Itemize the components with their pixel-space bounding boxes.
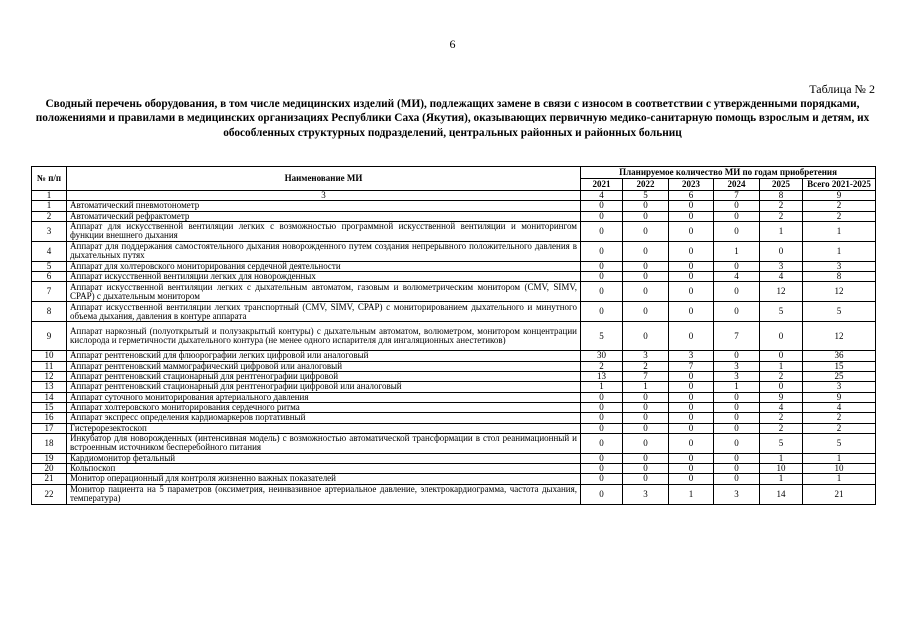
year-quantity: 1: [760, 361, 803, 371]
total-quantity: 25: [803, 372, 876, 382]
equipment-name: Аппарат для искусственной вентиляции легких с возможностью программной искусственной вентиляции и мониторингом функции внешнего дыхания: [67, 221, 581, 241]
header-year: 2025: [760, 179, 803, 191]
year-quantity: 0: [669, 433, 714, 453]
year-quantity: 3: [623, 351, 669, 361]
row-number: 21: [32, 474, 67, 484]
year-quantity: 2: [760, 211, 803, 221]
equipment-name: Кольпоскоп: [67, 464, 581, 474]
year-quantity: 0: [714, 464, 760, 474]
total-quantity: 2: [803, 413, 876, 423]
year-quantity: 0: [714, 302, 760, 322]
table-row: [32, 221, 876, 241]
table-row: [32, 302, 876, 322]
header-planned: Планируемое количество МИ по годам приобретения: [581, 167, 876, 179]
year-quantity: 0: [581, 282, 623, 302]
year-quantity: 1: [714, 241, 760, 261]
year-quantity: 0: [623, 464, 669, 474]
year-quantity: 0: [714, 221, 760, 241]
year-quantity: 0: [760, 351, 803, 361]
year-quantity: 0: [581, 423, 623, 433]
equipment-name: Инкубатор для новорожденных (интенсивная модель) с возможностью автоматической трансформации в стол реанимационный и встроенным источником бесперебойного питания: [67, 433, 581, 453]
table-row: [32, 423, 876, 433]
row-number: 19: [32, 453, 67, 463]
year-quantity: 0: [581, 464, 623, 474]
year-quantity: 4: [760, 402, 803, 412]
row-number: 2: [32, 211, 67, 221]
table-label: Таблица № 2: [809, 82, 875, 96]
year-quantity: 0: [581, 484, 623, 504]
year-quantity: 2: [760, 413, 803, 423]
row-number: 1: [32, 201, 67, 211]
year-quantity: 0: [669, 272, 714, 282]
year-quantity: 0: [669, 201, 714, 211]
year-quantity: 1: [669, 484, 714, 504]
year-quantity: 0: [714, 392, 760, 402]
year-quantity: 0: [669, 211, 714, 221]
row-number: 12: [32, 372, 67, 382]
year-quantity: 3: [623, 484, 669, 504]
year-quantity: 2: [760, 372, 803, 382]
table-row: [32, 372, 876, 382]
header-year: 2024: [714, 179, 760, 191]
year-quantity: 0: [623, 474, 669, 484]
year-quantity: 0: [623, 413, 669, 423]
equipment-table: [31, 166, 876, 505]
year-quantity: 13: [581, 372, 623, 382]
table-row: [32, 241, 876, 261]
column-number: 8: [760, 191, 803, 201]
equipment-name: Автоматический рефрактометр: [67, 211, 581, 221]
total-quantity: 9: [803, 392, 876, 402]
equipment-name: Аппарат рентгеновский для флюорографии легких цифровой или аналоговый: [67, 351, 581, 361]
year-quantity: 0: [669, 464, 714, 474]
column-number: 9: [803, 191, 876, 201]
year-quantity: 2: [623, 361, 669, 371]
year-quantity: 0: [623, 201, 669, 211]
year-quantity: 3: [760, 261, 803, 271]
year-quantity: 14: [760, 484, 803, 504]
year-quantity: 3: [669, 351, 714, 361]
total-quantity: 2: [803, 211, 876, 221]
year-quantity: 0: [669, 261, 714, 271]
table-row: [32, 453, 876, 463]
year-quantity: 0: [714, 201, 760, 211]
total-quantity: 15: [803, 361, 876, 371]
year-quantity: 5: [760, 302, 803, 322]
year-quantity: 2: [760, 423, 803, 433]
table-row: [32, 361, 876, 371]
table-row: [32, 261, 876, 271]
row-number: 10: [32, 351, 67, 361]
year-quantity: 0: [669, 372, 714, 382]
year-quantity: 9: [760, 392, 803, 402]
year-quantity: 0: [760, 241, 803, 261]
row-number: 3: [32, 221, 67, 241]
column-number: 3: [67, 191, 581, 201]
year-quantity: 0: [760, 322, 803, 351]
year-quantity: 12: [760, 282, 803, 302]
year-quantity: 0: [669, 382, 714, 392]
table-row: [32, 392, 876, 402]
equipment-name: Аппарат искусственной вентиляции легких с дыхательным автоматом, газовым и волюметрическим монитором (CMV, SIMV, CPAP) с дыхательным монитором: [67, 282, 581, 302]
equipment-name: Аппарат для поддержания самостоятельного дыхания новорожденного путем создания непрерывного положительного давления в дыхательных путях: [67, 241, 581, 261]
row-number: 13: [32, 382, 67, 392]
header-year: 2023: [669, 179, 714, 191]
year-quantity: 0: [714, 433, 760, 453]
total-quantity: 21: [803, 484, 876, 504]
header-num: № п/п: [32, 167, 67, 191]
year-quantity: 0: [581, 211, 623, 221]
equipment-name: Гистерорезектоскоп: [67, 423, 581, 433]
year-quantity: 0: [581, 392, 623, 402]
year-quantity: 0: [623, 322, 669, 351]
year-quantity: 0: [623, 423, 669, 433]
total-quantity: 10: [803, 464, 876, 474]
total-quantity: 12: [803, 282, 876, 302]
equipment-name: Аппарат рентгеновский маммографический цифровой или аналоговый: [67, 361, 581, 371]
table-row: [32, 201, 876, 211]
year-quantity: 3: [714, 361, 760, 371]
total-quantity: 1: [803, 453, 876, 463]
row-number: 6: [32, 272, 67, 282]
year-quantity: 0: [669, 474, 714, 484]
column-number: 6: [669, 191, 714, 201]
year-quantity: 0: [669, 282, 714, 302]
year-quantity: 0: [669, 423, 714, 433]
column-number: 7: [714, 191, 760, 201]
year-quantity: 0: [669, 221, 714, 241]
year-quantity: 0: [623, 433, 669, 453]
year-quantity: 1: [581, 382, 623, 392]
year-quantity: 0: [581, 272, 623, 282]
year-quantity: 0: [714, 282, 760, 302]
year-quantity: 5: [760, 433, 803, 453]
year-quantity: 0: [581, 474, 623, 484]
year-quantity: 0: [714, 453, 760, 463]
year-quantity: 7: [669, 361, 714, 371]
row-number: 9: [32, 322, 67, 351]
column-number: 1: [32, 191, 67, 201]
year-quantity: 0: [623, 272, 669, 282]
year-quantity: 1: [714, 382, 760, 392]
year-quantity: 0: [714, 413, 760, 423]
year-quantity: 0: [623, 302, 669, 322]
column-number: 4: [581, 191, 623, 201]
year-quantity: 2: [581, 361, 623, 371]
row-number: 17: [32, 423, 67, 433]
table-row: [32, 351, 876, 361]
equipment-name: Аппарат рентгеновский стационарный для рентгенографии цифровой: [67, 372, 581, 382]
equipment-name: Аппарат наркозный (полуоткрытый и полузакрытый контуры) с дыхательным автоматом, волюметром, монитором концентрации кислорода и герметичности дыхательного контура (не менее одного испарителя для ингаляционных анестетиков): [67, 322, 581, 351]
year-quantity: 0: [669, 302, 714, 322]
year-quantity: 0: [623, 241, 669, 261]
equipment-name: Монитор операционный для контроля жизненно важных показателей: [67, 474, 581, 484]
table-row: [32, 382, 876, 392]
row-number: 11: [32, 361, 67, 371]
year-quantity: 1: [760, 474, 803, 484]
header-total: Всего 2021-2025: [803, 179, 876, 191]
year-quantity: 1: [760, 453, 803, 463]
year-quantity: 0: [623, 282, 669, 302]
equipment-name: Аппарат холтеровского мониторирования сердечного ритма: [67, 402, 581, 412]
row-number: 8: [32, 302, 67, 322]
year-quantity: 0: [669, 322, 714, 351]
year-quantity: 0: [669, 241, 714, 261]
year-quantity: 0: [714, 423, 760, 433]
year-quantity: 0: [714, 402, 760, 412]
total-quantity: 2: [803, 201, 876, 211]
year-quantity: 1: [760, 221, 803, 241]
year-quantity: 0: [623, 221, 669, 241]
page-number: 6: [449, 37, 456, 51]
year-quantity: 7: [714, 322, 760, 351]
equipment-name: Аппарат для холтеровского мониторирования сердечной деятельности: [67, 261, 581, 271]
table-row: [32, 282, 876, 302]
row-number: 20: [32, 464, 67, 474]
total-quantity: 1: [803, 474, 876, 484]
year-quantity: 3: [714, 484, 760, 504]
year-quantity: 0: [714, 351, 760, 361]
total-quantity: 1: [803, 241, 876, 261]
table-row: [32, 484, 876, 504]
total-quantity: 3: [803, 382, 876, 392]
table-row: [32, 413, 876, 423]
year-quantity: 4: [714, 272, 760, 282]
total-quantity: 8: [803, 272, 876, 282]
year-quantity: 3: [714, 372, 760, 382]
total-quantity: 5: [803, 302, 876, 322]
year-quantity: 0: [581, 302, 623, 322]
row-number: 18: [32, 433, 67, 453]
table-row: [32, 402, 876, 412]
header-year: 2022: [623, 179, 669, 191]
equipment-name: Аппарат искусственной вентиляции легких транспортный (CMV, SIMV, CPAP) с мониторированием дыхательного и минутного объема дыхания, давления в контуре аппарата: [67, 302, 581, 322]
year-quantity: 0: [623, 392, 669, 402]
year-quantity: 1: [623, 382, 669, 392]
row-number: 15: [32, 402, 67, 412]
year-quantity: 0: [581, 261, 623, 271]
row-number: 4: [32, 241, 67, 261]
total-quantity: 2: [803, 423, 876, 433]
year-quantity: 4: [760, 272, 803, 282]
year-quantity: 0: [581, 221, 623, 241]
equipment-name: Монитор пациента на 5 параметров (оксиметрия, неинвазивное артериальное давление, электрокардиограмма, частота дыхания, температура): [67, 484, 581, 504]
total-quantity: 5: [803, 433, 876, 453]
row-number: 5: [32, 261, 67, 271]
year-quantity: 5: [581, 322, 623, 351]
year-quantity: 0: [669, 453, 714, 463]
row-number: 14: [32, 392, 67, 402]
equipment-name: Кардиомонитор фетальный: [67, 453, 581, 463]
table-row: [32, 272, 876, 282]
year-quantity: 2: [760, 201, 803, 211]
table-row: [32, 322, 876, 351]
row-number: 7: [32, 282, 67, 302]
total-quantity: 4: [803, 402, 876, 412]
year-quantity: 0: [669, 402, 714, 412]
year-quantity: 0: [581, 453, 623, 463]
equipment-name: Аппарат рентгеновский стационарный для рентгенографии цифровой или аналоговый: [67, 382, 581, 392]
year-quantity: 0: [623, 453, 669, 463]
year-quantity: 30: [581, 351, 623, 361]
table-row: [32, 211, 876, 221]
year-quantity: 0: [581, 413, 623, 423]
header-name: Наименование МИ: [67, 167, 581, 191]
header-year: 2021: [581, 179, 623, 191]
equipment-name: Автоматический пневмотонометр: [67, 201, 581, 211]
row-number: 22: [32, 484, 67, 504]
equipment-name: Аппарат экспресс определения кардиомаркеров портативный: [67, 413, 581, 423]
year-quantity: 0: [581, 433, 623, 453]
year-quantity: 0: [669, 413, 714, 423]
year-quantity: 0: [581, 402, 623, 412]
total-quantity: 1: [803, 221, 876, 241]
table-row: [32, 433, 876, 453]
equipment-name: Аппарат искусственной вентиляции легких для новорожденных: [67, 272, 581, 282]
document-title: Сводный перечень оборудования, в том числе медицинских изделий (МИ), подлежащих замене в связи с износом в соответствии с утвержденными порядками, положениями и правилами в медицинских организациях Республики Саха (Якутия), оказывающих первичную медико-санитарную помощь взрослым и детям, их обособленных структурных подразделений, центральных районных и районных больниц: [35, 98, 870, 139]
year-quantity: 0: [623, 261, 669, 271]
equipment-name: Аппарат суточного мониторирования артериального давления: [67, 392, 581, 402]
year-quantity: 7: [623, 372, 669, 382]
total-quantity: 36: [803, 351, 876, 361]
year-quantity: 0: [714, 474, 760, 484]
table-row: [32, 464, 876, 474]
year-quantity: 0: [623, 211, 669, 221]
year-quantity: 0: [760, 382, 803, 392]
year-quantity: 0: [623, 402, 669, 412]
table-row: [32, 474, 876, 484]
year-quantity: 0: [581, 241, 623, 261]
total-quantity: 3: [803, 261, 876, 271]
year-quantity: 10: [760, 464, 803, 474]
year-quantity: 0: [581, 201, 623, 211]
column-number: 5: [623, 191, 669, 201]
year-quantity: 0: [714, 211, 760, 221]
total-quantity: 12: [803, 322, 876, 351]
table-body: [32, 201, 876, 504]
year-quantity: 0: [669, 392, 714, 402]
year-quantity: 0: [714, 261, 760, 271]
row-number: 16: [32, 413, 67, 423]
